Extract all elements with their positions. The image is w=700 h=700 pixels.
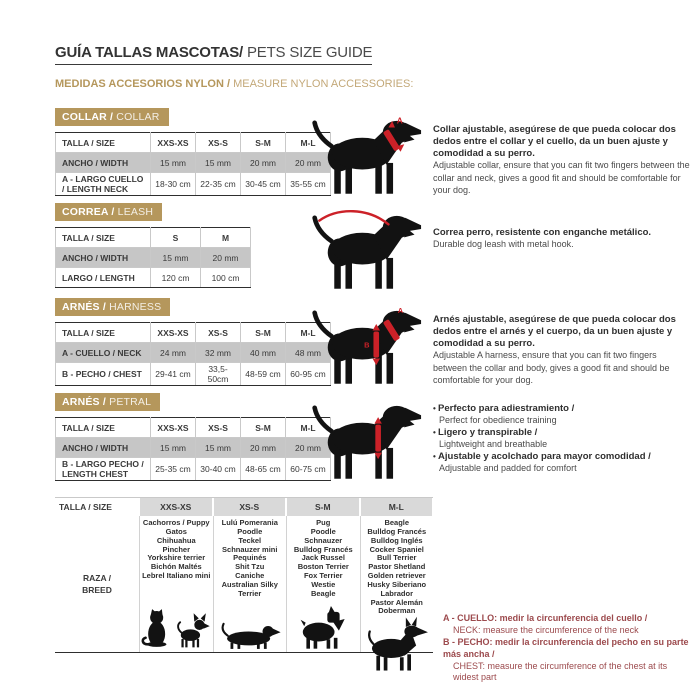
breed-item: Pug: [316, 518, 331, 527]
cell-value: 30-40 cm: [196, 458, 241, 481]
breed-item: Cachorros / Puppy: [142, 518, 210, 527]
page-subtitle-es: MEDIDAS ACCESORIOS NYLON /: [55, 78, 234, 90]
col-header: TALLA / SIZE: [56, 133, 151, 153]
breed-item: Lulú Pomerania: [221, 518, 278, 527]
breed-col-header: XS-S: [214, 498, 286, 516]
col-header: XXS-XS: [151, 418, 196, 438]
breed-row-label: [55, 516, 139, 652]
col-header: XS-S: [196, 133, 241, 153]
feature-es: • Ajustable y acolchado para mayor comodidad /: [433, 451, 693, 463]
cell-value: 48-59 cm: [241, 363, 286, 386]
harness-desc-es: Arnés ajustable, asegúrese de que pueda colocar dos dedos entre el arnés y el cuerpo, da un buen ajuste y comodidad a su perro.: [433, 314, 676, 350]
breed-item: Shit Tzu: [235, 562, 265, 572]
col-header: XXS-XS: [151, 133, 196, 153]
col-header: M-L: [286, 418, 331, 438]
leash-desc-en: Durable dog leash with metal hook.: [433, 239, 574, 250]
breed-col-header: XXS-XS: [140, 498, 212, 516]
collar-desc-es: Collar ajustable, asegúrese de que pueda colocar dos dedos entre el collar y el cuello, da un buen ajuste y comodidad a su perro.: [433, 124, 676, 160]
breed-item: Bulldog Inglés: [370, 535, 423, 545]
note-cuello-es: A - CUELLO: medir la circunferencia del cuello /: [443, 613, 648, 623]
row-label: A - CUELLO / NECK: [56, 343, 151, 363]
breed-item: Bulldog Francés: [293, 544, 353, 554]
svg-text:A: A: [397, 305, 404, 315]
cell-value: 120 cm: [151, 268, 201, 288]
badge-label-es: CORREA /: [62, 206, 115, 218]
leash-section-badge: [55, 203, 162, 221]
breed-item: Lebrel Italiano mini: [142, 571, 211, 581]
leash-desc-es: Correa perro, resistente con enganche metálico.: [433, 227, 652, 238]
col-header: XXS-XS: [151, 323, 196, 343]
cell-value: 40 mm: [241, 343, 286, 363]
page-title: [55, 44, 372, 65]
cell-value: 15 mm: [151, 153, 196, 173]
harness-dog-illustration: [310, 300, 422, 390]
cell-value: 60-75 cm: [286, 458, 331, 481]
badge-label-en: PETRAL: [106, 396, 152, 408]
col-header: TALLA / SIZE: [56, 418, 151, 438]
cell-value: 20 mm: [286, 438, 331, 458]
measurement-notes: [443, 613, 695, 685]
feature-en: Perfect for obedience training: [439, 414, 557, 425]
collar-description: [433, 124, 693, 197]
breed-item: Bull Terrier: [377, 553, 417, 563]
breed-item: Husky Siberiano: [367, 579, 427, 589]
breed-item: Fox Terrier: [303, 571, 343, 581]
row-label: ANCHO / WIDTH: [56, 153, 151, 173]
col-header: S-M: [241, 133, 286, 153]
cell-value: 32 mm: [196, 343, 241, 363]
cell-value: 29-41 cm: [151, 363, 196, 386]
page-subtitle-en: MEASURE NYLON ACCESSORIES:: [233, 78, 414, 90]
breed-item: Gatos: [165, 526, 187, 536]
cell-value: 60-95 cm: [286, 363, 331, 386]
breed-item: Pincher: [162, 544, 190, 554]
collar-desc-en: Adjustable collar, ensure that you can fit two fingers between the collar and neck, gives a good fit and should be comfortable for your dog.: [433, 160, 690, 195]
col-header: M-L: [286, 323, 331, 343]
breed-item: Pastor Shetland: [368, 562, 426, 572]
collar-size-table: [55, 132, 331, 196]
breed-item: Yorkshire terrier: [147, 553, 206, 563]
breed-col-xxs-xs: [139, 516, 213, 652]
breed-silhouettes: [215, 620, 286, 650]
page-title-es: GUÍA TALLAS MASCOTAS/: [55, 44, 244, 61]
cell-value: 20 mm: [241, 438, 286, 458]
breed-item: Westie: [311, 579, 336, 589]
col-header: XS-S: [196, 418, 241, 438]
cell-value: 48 mm: [286, 343, 331, 363]
cell-value: 20 mm: [241, 153, 286, 173]
cell-value: 24 mm: [151, 343, 196, 363]
leash-description: [433, 227, 693, 251]
cell-value: 15 mm: [196, 153, 241, 173]
feature-es: • Ligero y transpirable /: [433, 427, 693, 439]
breed-size-table: [55, 497, 433, 653]
breed-list: [141, 519, 212, 581]
cell-value: 33,5-50cm: [196, 363, 241, 386]
note-chest-en: CHEST: measure the circumference of the chest at its widest part: [453, 660, 668, 683]
cell-value: 18-30 cm: [151, 173, 196, 196]
svg-text:A: A: [396, 115, 403, 126]
row-label: LARGO / LENGTH: [56, 268, 151, 288]
page-title-en: PETS SIZE GUIDE: [243, 44, 373, 61]
badge-label-es: ARNÉS /: [62, 396, 106, 408]
breed-item: Bichón Maltés: [150, 562, 202, 572]
cell-value: 25-35 cm: [151, 458, 196, 481]
leash-dog-illustration: [310, 205, 422, 295]
collar-dog-illustration: [310, 110, 422, 200]
section-harness: [0, 298, 700, 393]
breed-item: Doberman: [378, 606, 416, 616]
petral-feature-list: [433, 403, 693, 475]
breed-item: Pastor Alemán: [370, 597, 423, 607]
breed-silhouettes: [362, 616, 433, 672]
col-header: TALLA / SIZE: [56, 323, 151, 343]
cell-value: 20 mm: [286, 153, 331, 173]
breed-item: Pequinés: [233, 553, 267, 563]
cell-value: 35-55 cm: [286, 173, 331, 196]
row-label: ANCHO / WIDTH: [56, 248, 151, 268]
breed-row-label-en: BREED: [82, 584, 112, 595]
row-label: B - LARGO PECHO / LENGTH CHEST: [56, 458, 151, 481]
page-subtitle: [55, 78, 413, 90]
col-header: M-L: [286, 133, 331, 153]
row-label: B - PECHO / CHEST: [56, 363, 151, 386]
breed-item: Jack Russel: [301, 553, 345, 563]
petral-size-table: [55, 417, 331, 481]
cell-value: 15 mm: [196, 438, 241, 458]
cell-value: 22-35 cm: [196, 173, 241, 196]
row-label: ANCHO / WIDTH: [56, 438, 151, 458]
breed-item: Poodle: [237, 526, 263, 536]
collar-section-badge: [55, 108, 169, 126]
breed-col-header: M-L: [361, 498, 433, 516]
harness-desc-en: Adjustable A harness, ensure that you can fit two fingers between the collar and body, gives a good fit and should be comfortable for your dog.: [433, 350, 670, 385]
petral-dog-illustration: [310, 395, 422, 485]
breed-item: Cocker Spaniel: [369, 544, 424, 554]
breed-table-size-header: TALLA / SIZE: [59, 502, 112, 512]
breed-list: [288, 519, 359, 599]
harness-description: [433, 314, 693, 387]
cell-value: 15 mm: [151, 248, 201, 268]
cell-value: 48-65 cm: [241, 458, 286, 481]
row-label: A - LARGO CUELLO / LENGTH NECK: [56, 173, 151, 196]
harness-size-table: [55, 322, 331, 386]
cell-value: 15 mm: [151, 438, 196, 458]
doberman-silhouette-icon: [364, 616, 430, 672]
breed-item: Chihuahua: [156, 535, 196, 545]
cell-value: 20 mm: [201, 248, 251, 268]
badge-label-es: COLLAR /: [62, 111, 114, 123]
harness-section-badge: [55, 298, 170, 316]
note-pecho-es: B - PECHO: medir la circunferencia del pecho en su parte más ancha /: [443, 637, 689, 660]
breed-item: Caniche: [235, 571, 265, 581]
col-header: M: [201, 228, 251, 248]
section-collar: [0, 108, 700, 203]
note-neck-en: NECK: measure the circumference of the neck: [453, 624, 639, 635]
breed-silhouettes: [288, 604, 359, 650]
section-leash: [0, 203, 700, 298]
cat-silhouette-icon: [141, 606, 171, 650]
breed-item: Beagle: [384, 518, 410, 527]
breed-item: Boston Terrier: [297, 562, 349, 572]
leash-size-table: [55, 227, 251, 288]
breed-item: Poodle: [310, 526, 336, 536]
col-header: XS-S: [196, 323, 241, 343]
breed-list: [215, 519, 286, 599]
schnauzer-silhouette-icon: [297, 604, 349, 650]
cell-value: 30-45 cm: [241, 173, 286, 196]
breed-item: Beagle: [310, 588, 336, 598]
col-header: S: [151, 228, 201, 248]
col-header: S-M: [241, 418, 286, 438]
col-header: TALLA / SIZE: [56, 228, 151, 248]
badge-label-es: ARNÉS /: [62, 301, 106, 313]
breed-list: [362, 519, 433, 616]
feature-en: Adjustable and padded for comfort: [439, 463, 577, 474]
breed-item: Teckel: [238, 535, 262, 545]
feature-es: • Perfecto para adiestramiento /: [433, 403, 693, 415]
breed-col-header: S-M: [287, 498, 359, 516]
breed-item: Labrador: [380, 588, 413, 598]
breed-item: Bulldog Francés: [367, 526, 427, 536]
breed-item: Schnauzer: [304, 535, 343, 545]
breed-item: Schnauzer mini: [222, 544, 278, 554]
breed-row-label-es: RAZA /: [82, 573, 111, 584]
section-petral: [0, 393, 700, 488]
breed-item: Golden retriever: [367, 571, 426, 581]
chihuahua-silhouette-icon: [175, 610, 211, 650]
col-header: S-M: [241, 323, 286, 343]
breed-col-m-l: [360, 516, 434, 652]
badge-label-en: HARNESS: [106, 301, 162, 313]
feature-en: Lightweight and breathable: [439, 439, 548, 449]
breed-silhouettes: [141, 606, 212, 650]
svg-text:B: B: [364, 340, 370, 350]
breed-item: Australian Silky Terrier: [221, 579, 278, 598]
cell-value: 100 cm: [201, 268, 251, 288]
badge-label-en: COLLAR: [113, 111, 160, 123]
breed-col-s-m: [286, 516, 360, 652]
petral-section-badge: [55, 393, 160, 411]
breed-col-xs-s: [213, 516, 287, 652]
badge-label-en: LEASH: [114, 206, 154, 218]
dachshund-silhouette-icon: [218, 620, 282, 650]
